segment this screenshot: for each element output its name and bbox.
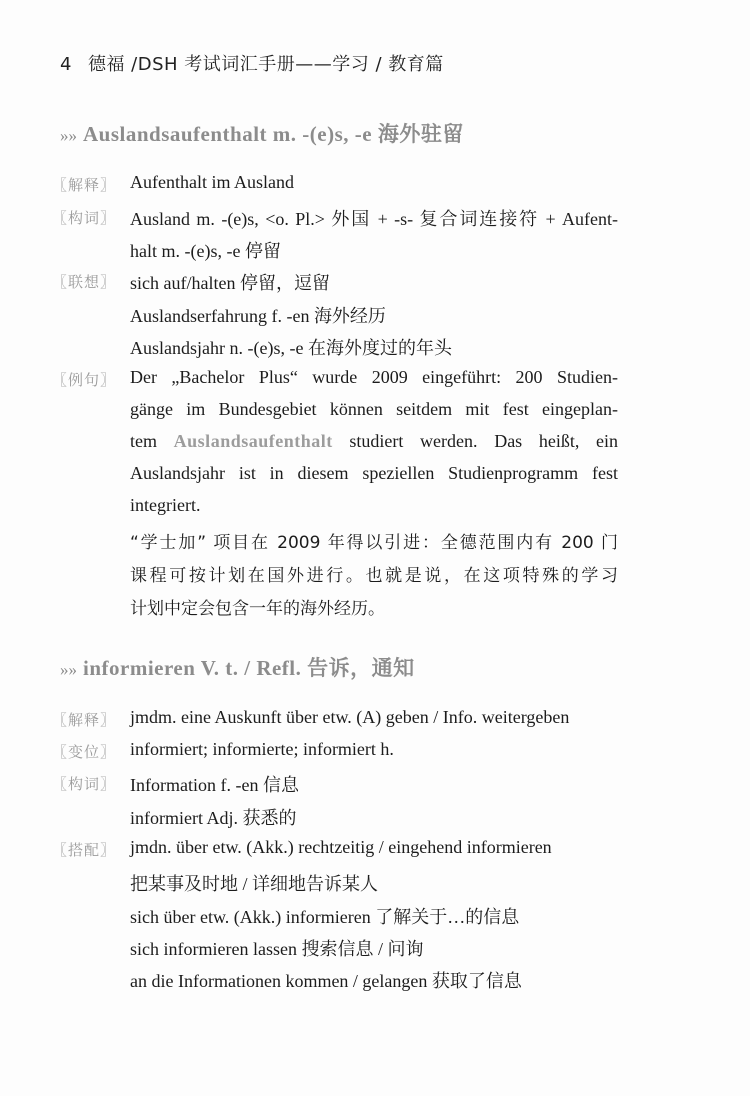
conjugation-line: informiert; informierte; informiert h.	[130, 739, 394, 759]
label-association: 〖联想〗	[52, 273, 117, 291]
example-line: integriert.	[130, 495, 201, 515]
collocation-line: sich über etw. (Akk.) informieren 了解关于…的信息	[130, 907, 520, 927]
explanation-line: jmdm. eine Auskunft über etw. (A) geben / Info. weitergeben	[130, 707, 570, 727]
entry-arrows: »»	[60, 660, 77, 679]
explanation-line: Aufenthalt im Ausland	[130, 172, 294, 192]
entry-arrows: »»	[60, 126, 77, 145]
association-line: Auslandserfahrung f. -en 海外经历	[130, 306, 386, 326]
example-headword: Auslandsaufenthalt	[173, 431, 333, 451]
headword-text: Auslandsaufenthalt m. -(e)s, -e 海外驻留	[83, 122, 464, 146]
label-conjugation: 〖变位〗	[52, 743, 117, 761]
page-number: 4	[60, 54, 72, 75]
example-translation-line: 计划中定会包含一年的海外经历。	[130, 599, 385, 619]
label-word-formation: 〖构词〗	[52, 775, 117, 793]
word-formation-line: informiert Adj. 获悉的	[130, 808, 297, 828]
example-line	[130, 431, 618, 452]
entry-headword-auslandsaufenthalt	[60, 118, 464, 148]
entry-headword-informieren	[60, 652, 415, 682]
example-translation-line: 课程可按计划在国外进行。也就是说，在这项特殊的学习	[130, 566, 618, 586]
example-line: gänge im Bundesgebiet können seitdem mit fest eingeplan-	[130, 399, 618, 419]
association-line: Auslandsjahr n. -(e)s, -e 在海外度过的年头	[130, 338, 452, 358]
word-formation-line: Ausland m. -(e)s, <o. Pl.> 外国 + -s- 复合词连接符 + Aufent-	[130, 209, 618, 229]
collocation-line: jmdn. über etw. (Akk.) rechtzeitig / eingehend informieren	[130, 837, 552, 857]
label-word-formation: 〖构词〗	[52, 209, 117, 227]
example-line: Der „Bachelor Plus“ wurde 2009 eingeführt: 200 Studien-	[130, 367, 618, 387]
headword-text: informieren V. t. / Refl. 告诉，通知	[83, 656, 415, 680]
label-explanation: 〖解释〗	[52, 711, 117, 729]
label-collocation: 〖搭配〗	[52, 841, 117, 859]
book-title: 德福 /DSH 考试词汇手册——学习 / 教育篇	[87, 54, 444, 75]
collocation-line: an die Informationen kommen / gelangen 获取了信息	[130, 971, 522, 991]
label-example: 〖例句〗	[52, 371, 117, 389]
example-text: tem	[130, 431, 157, 451]
running-header	[60, 50, 444, 76]
label-explanation: 〖解释〗	[52, 176, 117, 194]
collocation-line: sich informieren lassen 搜索信息 / 问询	[130, 939, 424, 959]
word-formation-line: Information f. -en 信息	[130, 775, 299, 795]
word-formation-line: halt m. -(e)s, -e 停留	[130, 241, 281, 261]
collocation-line: 把某事及时地 / 详细地告诉某人	[130, 874, 378, 894]
example-line: Auslandsjahr ist in diesem speziellen Studienprogramm fest	[130, 463, 618, 483]
association-line: sich auf/halten 停留，逗留	[130, 273, 330, 293]
example-text: studiert werden. Das heißt, ein	[349, 431, 619, 451]
example-translation-line: “学士加” 项目在 2009 年得以引进：全德范围内有 200 门	[130, 533, 618, 553]
